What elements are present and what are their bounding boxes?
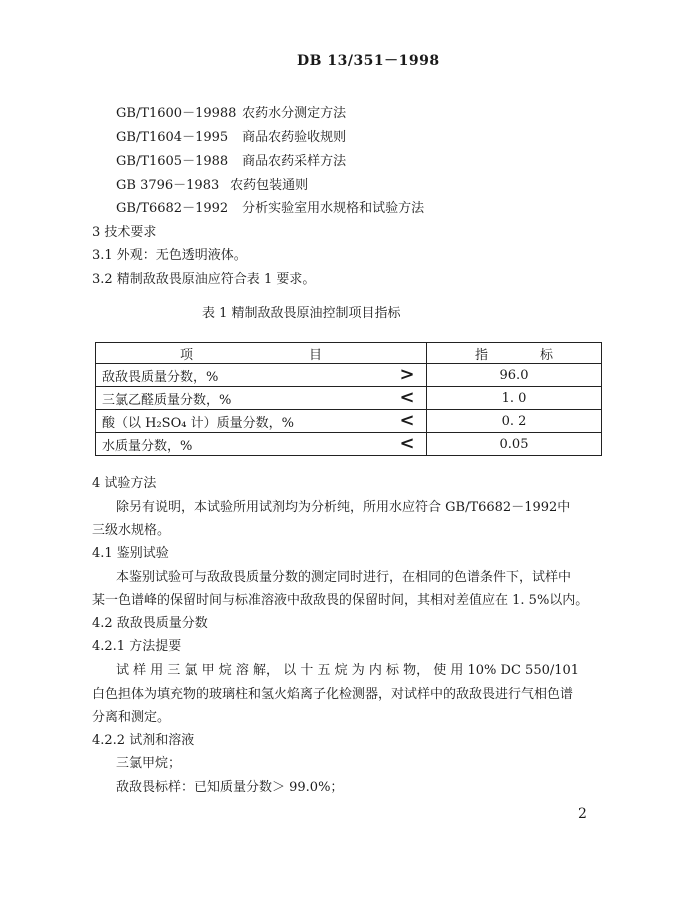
clause-heading: 4.1 鉴别试验 bbox=[92, 546, 169, 561]
clause-3-2: 3.2 精制敌敌畏原油应符合表 1 要求。 bbox=[92, 272, 316, 287]
comparison-symbol: > bbox=[399, 364, 415, 385]
header-value-char: 标 bbox=[540, 347, 554, 363]
paragraph-line: 三氯甲烷； bbox=[116, 756, 182, 771]
header-item bbox=[96, 343, 427, 364]
header-value bbox=[427, 343, 602, 364]
clause-3-1: 3.1 外观：无色透明液体。 bbox=[92, 248, 247, 263]
standard-code: GB/T6682－1992 bbox=[116, 201, 229, 216]
paragraph-line: 分离和测定。 bbox=[92, 710, 171, 725]
standard-code: GB/T1605－1988 bbox=[116, 154, 229, 169]
table-caption: 表 1 精制敌敌畏原油控制项目指标 bbox=[202, 306, 401, 321]
header-value-char: 指 bbox=[474, 347, 488, 363]
comparison-symbol: < bbox=[399, 410, 415, 431]
header-item-char: 目 bbox=[308, 347, 322, 363]
row-value: 1. 0 bbox=[427, 387, 602, 410]
standard-code: GB 3796－1983 bbox=[116, 178, 220, 193]
row-value: 0.05 bbox=[427, 433, 602, 456]
standard-ref bbox=[116, 126, 346, 145]
row-item: 三氯乙醛质量分数，% bbox=[102, 392, 232, 408]
table-header-row bbox=[96, 343, 602, 364]
row-item: 敌敌畏质量分数，% bbox=[102, 369, 219, 385]
paragraph-line: 除另有说明，本试验所用试剂均为分析纯，所用水应符合 GB/T6682－1992中 bbox=[116, 500, 571, 515]
row-item: 水质量分数，% bbox=[102, 438, 193, 454]
paragraph-line: 三级水规格。 bbox=[92, 523, 171, 538]
header-item-char: 项 bbox=[179, 347, 193, 363]
comparison-symbol: < bbox=[399, 387, 415, 408]
standard-name: 分析实验室用水规格和试验方法 bbox=[242, 201, 425, 216]
table-row bbox=[96, 433, 602, 456]
spec-table bbox=[95, 342, 602, 456]
page-number: 2 bbox=[578, 806, 587, 822]
section-heading: 4 试验方法 bbox=[92, 476, 157, 491]
paragraph-line: 白色担体为填充物的玻璃柱和氢火焰离子化检测器，对试样中的敌敌畏进行气相色谱 bbox=[92, 687, 574, 702]
comparison-symbol: < bbox=[399, 433, 415, 454]
row-item: 酸（以 H₂SO₄ 计）质量分数，% bbox=[102, 415, 294, 431]
clause-heading: 4.2 敌敌畏质量分数 bbox=[92, 616, 208, 631]
standard-code: GB/T1604－1995 bbox=[116, 130, 229, 145]
standard-ref bbox=[116, 102, 346, 121]
clause-heading: 4.2.1 方法提要 bbox=[92, 639, 182, 654]
row-value: 0. 2 bbox=[427, 410, 602, 433]
document-code: DB 13/351－1998 bbox=[297, 53, 440, 69]
paragraph-line: 试 样 用 三 氯 甲 烷 溶 解， 以 十 五 烷 为 内 标 物， 使 用 10% DC 550/101 bbox=[116, 663, 580, 678]
paragraph-line: 某一色谱峰的保留时间与标准溶液中敌敌畏的保留时间，其相对差值应在 1. 5%以内。 bbox=[92, 593, 589, 608]
table-row bbox=[96, 387, 602, 410]
standard-code: GB/T1600－19988 bbox=[116, 106, 237, 121]
standard-name: 商品农药验收规则 bbox=[242, 130, 347, 145]
standard-ref bbox=[116, 197, 424, 216]
table-row bbox=[96, 410, 602, 433]
clause-heading: 4.2.2 试剂和溶液 bbox=[92, 733, 195, 748]
standard-ref bbox=[116, 174, 308, 193]
standard-name: 农药水分测定方法 bbox=[242, 106, 347, 121]
paragraph-line: 本鉴别试验可与敌敌畏质量分数的测定同时进行，在相同的色谱条件下，试样中 bbox=[116, 570, 572, 585]
standard-ref bbox=[116, 150, 346, 169]
section-heading: 3 技术要求 bbox=[92, 225, 157, 240]
standard-name: 商品农药采样方法 bbox=[242, 154, 347, 169]
row-value: 96.0 bbox=[427, 364, 602, 387]
table-row bbox=[96, 364, 602, 387]
standard-name: 农药包装通则 bbox=[230, 178, 309, 193]
paragraph-line: 敌敌畏标样：已知质量分数＞ 99.0%； bbox=[116, 780, 344, 795]
